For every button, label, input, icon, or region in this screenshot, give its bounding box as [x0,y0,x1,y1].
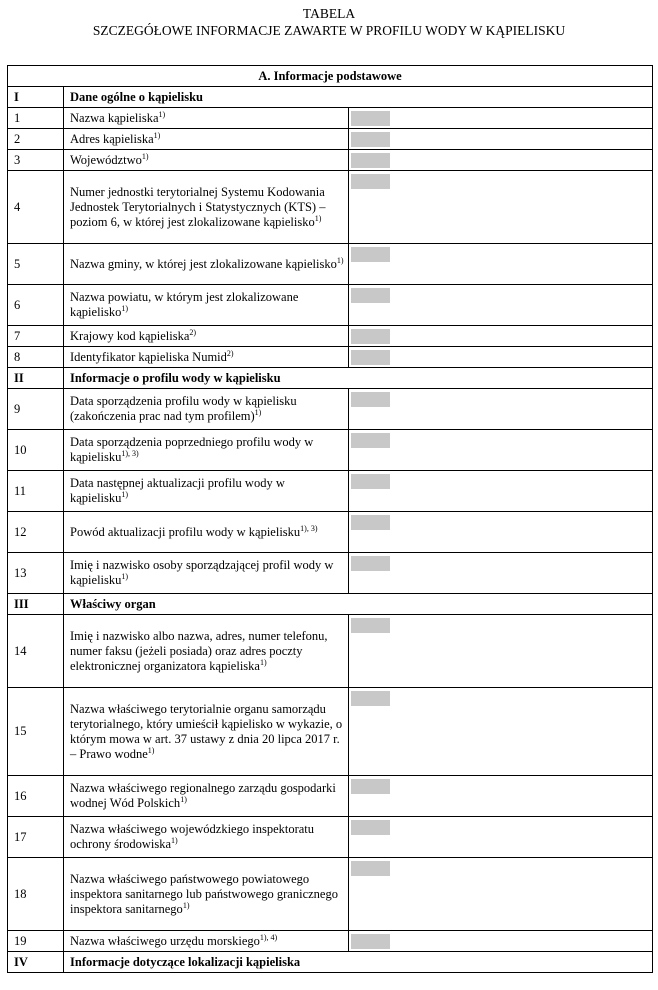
row-label-text: Województwo [70,152,142,167]
section-number: I [8,87,64,108]
row-label [64,150,349,171]
section-title: Właściwy organ [64,594,653,615]
row-number: 9 [8,389,64,430]
value-field[interactable] [351,861,390,876]
value-cell[interactable] [349,108,653,129]
table-row [8,776,653,817]
value-cell[interactable] [349,858,653,931]
value-field[interactable] [351,132,390,147]
row-label [64,326,349,347]
footnote-ref: 1) [336,255,344,265]
table-row [8,430,653,471]
value-field[interactable] [351,350,390,365]
table-label: TABELA [302,6,356,21]
footnote-ref: 2) [226,348,234,358]
row-label [64,108,349,129]
table-row [8,108,653,129]
table-row [8,817,653,858]
section-row-iii [8,594,653,615]
footnote-ref: 1) [121,303,129,313]
value-field[interactable] [351,288,390,303]
row-label-text: Nazwa właściwego terytorialnie organu samorządu terytorialnego, który umieścił kąpielisko w wykazie, o którym mowa w art. 37 ustawy z dnia 20 lipca 2017 r. – Prawo wodne [70,701,343,761]
value-cell[interactable] [349,326,653,347]
table-row [8,688,653,776]
row-label-text: Data następnej aktualizacji profilu wody w kąpielisku [70,476,285,505]
table-row [8,285,653,326]
row-label-text: Nazwa gminy, w której jest zlokalizowane kąpielisko [70,256,337,271]
footnote-ref: 1), 3) [300,523,318,533]
row-label-text: Krajowy kod kąpieliska [70,328,190,343]
value-field[interactable] [351,153,390,168]
row-label [64,129,349,150]
value-cell[interactable] [349,688,653,776]
row-label [64,389,349,430]
value-field[interactable] [351,820,390,835]
value-cell[interactable] [349,553,653,594]
document-title: SZCZEGÓŁOWE INFORMACJE ZAWARTE W PROFILU WODY W KĄPIELISKU [92,23,566,38]
footnote-ref: 1), 3) [121,448,139,458]
value-field[interactable] [351,515,390,530]
value-cell[interactable] [349,171,653,244]
section-row-ii [8,368,653,389]
value-cell[interactable] [349,244,653,285]
value-cell[interactable] [349,347,653,368]
row-number: 6 [8,285,64,326]
value-cell[interactable] [349,389,653,430]
footnote-ref: 1) [121,489,129,499]
section-title: Dane ogólne o kąpielisku [64,87,653,108]
row-label [64,931,349,952]
footnote-ref: 1) [171,835,178,845]
row-label-text: Nazwa właściwego regionalnego zarządu gospodarki wodnej Wód Polskich [70,781,336,810]
table-row [8,615,653,688]
value-cell[interactable] [349,817,653,858]
value-field[interactable] [351,474,390,489]
value-field[interactable] [351,618,390,633]
row-label-text: Nazwa kąpieliska [70,110,159,125]
row-label-text: Nazwa powiatu, w którym jest zlokalizowane kąpielisko [70,290,299,319]
row-label-text: Imię i nazwisko albo nazwa, adres, numer telefonu, numer faksu (jeżeli posiada) oraz adres poczty elektronicznej organizatora kąpieliska [70,628,328,673]
table-row [8,171,653,244]
row-label [64,347,349,368]
value-field[interactable] [351,934,390,949]
footnote-ref: 1) [180,794,187,804]
value-cell[interactable] [349,512,653,553]
footnote-ref: 1) [147,745,155,755]
section-number: III [8,594,64,615]
row-label-text: Imię i nazwisko osoby sporządzającej profil wody w kąpielisku [70,558,334,587]
row-label [64,776,349,817]
row-label-text: Numer jednostki terytorialnej Systemu Kodowania Jednostek Terytorialnych i Statystycznych (KTS) – poziom 6, w której jest zlokalizowane kąpielisko [70,184,326,229]
row-label-text: Adres kąpieliska [70,131,154,146]
row-number: 16 [8,776,64,817]
value-cell[interactable] [349,615,653,688]
table-heading-row [8,66,653,87]
footnote-ref: 1) [259,657,267,667]
value-field[interactable] [351,174,390,189]
value-cell[interactable] [349,931,653,952]
value-field[interactable] [351,691,390,706]
footnote-ref: 1) [121,571,129,581]
row-label [64,817,349,858]
section-row-iv [8,952,653,973]
value-field[interactable] [351,392,390,407]
row-number: 10 [8,430,64,471]
table-row [8,553,653,594]
table-row [8,931,653,952]
row-label-text: Data sporządzenia profilu wody w kąpielisku (zakończenia prac nad tym profilem) [70,394,297,423]
table-row [8,858,653,931]
row-label-text: Nazwa właściwego urzędu morskiego [70,933,260,948]
row-number: 8 [8,347,64,368]
section-title: Informacje o profilu wody w kąpielisku [64,368,653,389]
value-field[interactable] [351,556,390,571]
value-cell[interactable] [349,285,653,326]
value-cell[interactable] [349,150,653,171]
row-number: 2 [8,129,64,150]
row-label [64,688,349,776]
value-field[interactable] [351,247,390,262]
row-label-text: Powód aktualizacji profilu wody w kąpielisku [70,524,301,539]
row-label-text: Nazwa właściwego wojewódzkiego inspektoratu ochrony środowiska [70,822,315,851]
row-label [64,512,349,553]
row-number: 12 [8,512,64,553]
row-label [64,244,349,285]
footnote-ref: 1) [254,407,262,417]
row-label [64,553,349,594]
value-cell[interactable] [349,430,653,471]
value-field[interactable] [351,779,390,794]
value-cell[interactable] [349,471,653,512]
table-row [8,471,653,512]
footnote-ref: 1), 4) [259,932,278,942]
table-row [8,244,653,285]
section-number: II [8,368,64,389]
footnote-ref: 1) [314,213,322,223]
row-number: 13 [8,553,64,594]
table-row [8,347,653,368]
row-number: 19 [8,931,64,952]
section-row-i [8,87,653,108]
table-row [8,326,653,347]
row-label [64,858,349,931]
value-field[interactable] [351,329,390,344]
footnote-ref: 1) [153,130,161,140]
value-cell[interactable] [349,776,653,817]
value-field[interactable] [351,111,390,126]
row-label [64,171,349,244]
row-number: 11 [8,471,64,512]
footnote-ref: 1) [182,900,190,910]
row-label [64,430,349,471]
row-number: 1 [8,108,64,129]
row-label-text: Identyfikator kąpieliska Numid [70,349,227,364]
table-row [8,129,653,150]
row-label-text: Nazwa właściwego państwowego powiatowego inspektora sanitarnego lub państwowego granicznego inspektora sanitarnego [70,871,338,916]
row-number: 15 [8,688,64,776]
section-number: IV [8,952,64,973]
row-label [64,471,349,512]
info-table [7,65,653,973]
row-number: 7 [8,326,64,347]
table-heading: A. Informacje podstawowe [8,66,653,87]
footnote-ref: 1) [158,109,166,119]
value-cell[interactable] [349,129,653,150]
row-number: 4 [8,171,64,244]
value-field[interactable] [351,433,390,448]
row-label [64,285,349,326]
row-number: 17 [8,817,64,858]
footnote-ref: 1) [141,151,149,161]
row-number: 14 [8,615,64,688]
table-row [8,389,653,430]
table-row [8,512,653,553]
row-number: 5 [8,244,64,285]
row-number: 18 [8,858,64,931]
table-row [8,150,653,171]
section-title: Informacje dotyczące lokalizacji kąpieliska [64,952,653,973]
row-label-text: Data sporządzenia poprzedniego profilu wody w kąpielisku [70,435,314,464]
row-label [64,615,349,688]
row-number: 3 [8,150,64,171]
footnote-ref: 2) [189,327,197,337]
